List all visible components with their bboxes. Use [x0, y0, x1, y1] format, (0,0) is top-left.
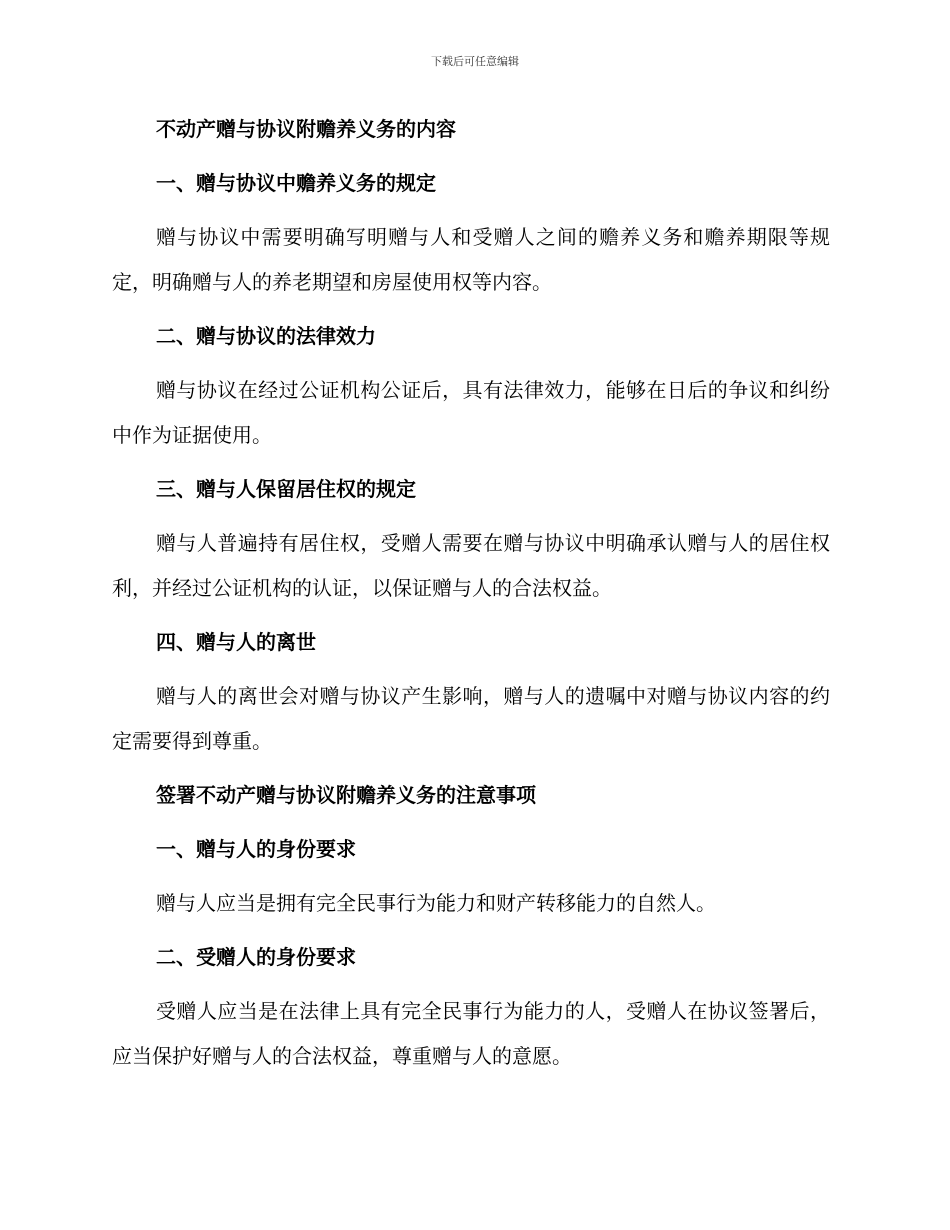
heading-donor-death: 四、赠与人的离世: [156, 630, 316, 654]
heading-residence-right: 三、赠与人保留居住权的规定: [156, 477, 416, 501]
paragraph-legal-effect: 赠与协议在经过公证机构公证后，具有法律效力，能够在日后的争议和纠纷中作为证据使用。: [112, 378, 830, 447]
document-body: [112, 113, 830, 1094]
paragraph-donee-identity: 受赠人应当是在法律上具有完全民事行为能力的人，受赠人在协议签署后，应当保护好赠与人的合法权益，尊重赠与人的意愿。: [112, 999, 830, 1068]
paragraph-support-obligation: 赠与协议中需要明确写明赠与人和受赠人之间的赡养义务和赡养期限等规定，明确赠与人的养老期望和房屋使用权等内容。: [112, 225, 830, 294]
heading-donee-identity: 二、受赠人的身份要求: [156, 945, 356, 969]
section-title-notes: 签署不动产赠与协议附赡养义务的注意事项: [156, 783, 536, 807]
section-title-content: 不动产赠与协议附赡养义务的内容: [156, 117, 456, 141]
heading-legal-effect: 二、赠与协议的法律效力: [156, 324, 376, 348]
heading-donor-identity: 一、赠与人的身份要求: [156, 837, 356, 861]
page-header-note: 下载后可任意编辑: [431, 55, 519, 68]
paragraph-donor-death: 赠与人的离世会对赠与协议产生影响，赠与人的遗嘱中对赠与协议内容的约定需要得到尊重。: [112, 684, 830, 753]
paragraph-donor-identity: 赠与人应当是拥有完全民事行为能力和财产转移能力的自然人。: [156, 891, 716, 915]
paragraph-residence-right: 赠与人普遍持有居住权，受赠人需要在赠与协议中明确承认赠与人的居住权利，并经过公证机构的认证，以保证赠与人的合法权益。: [112, 531, 830, 600]
heading-support-obligation: 一、赠与协议中赡养义务的规定: [156, 171, 436, 195]
